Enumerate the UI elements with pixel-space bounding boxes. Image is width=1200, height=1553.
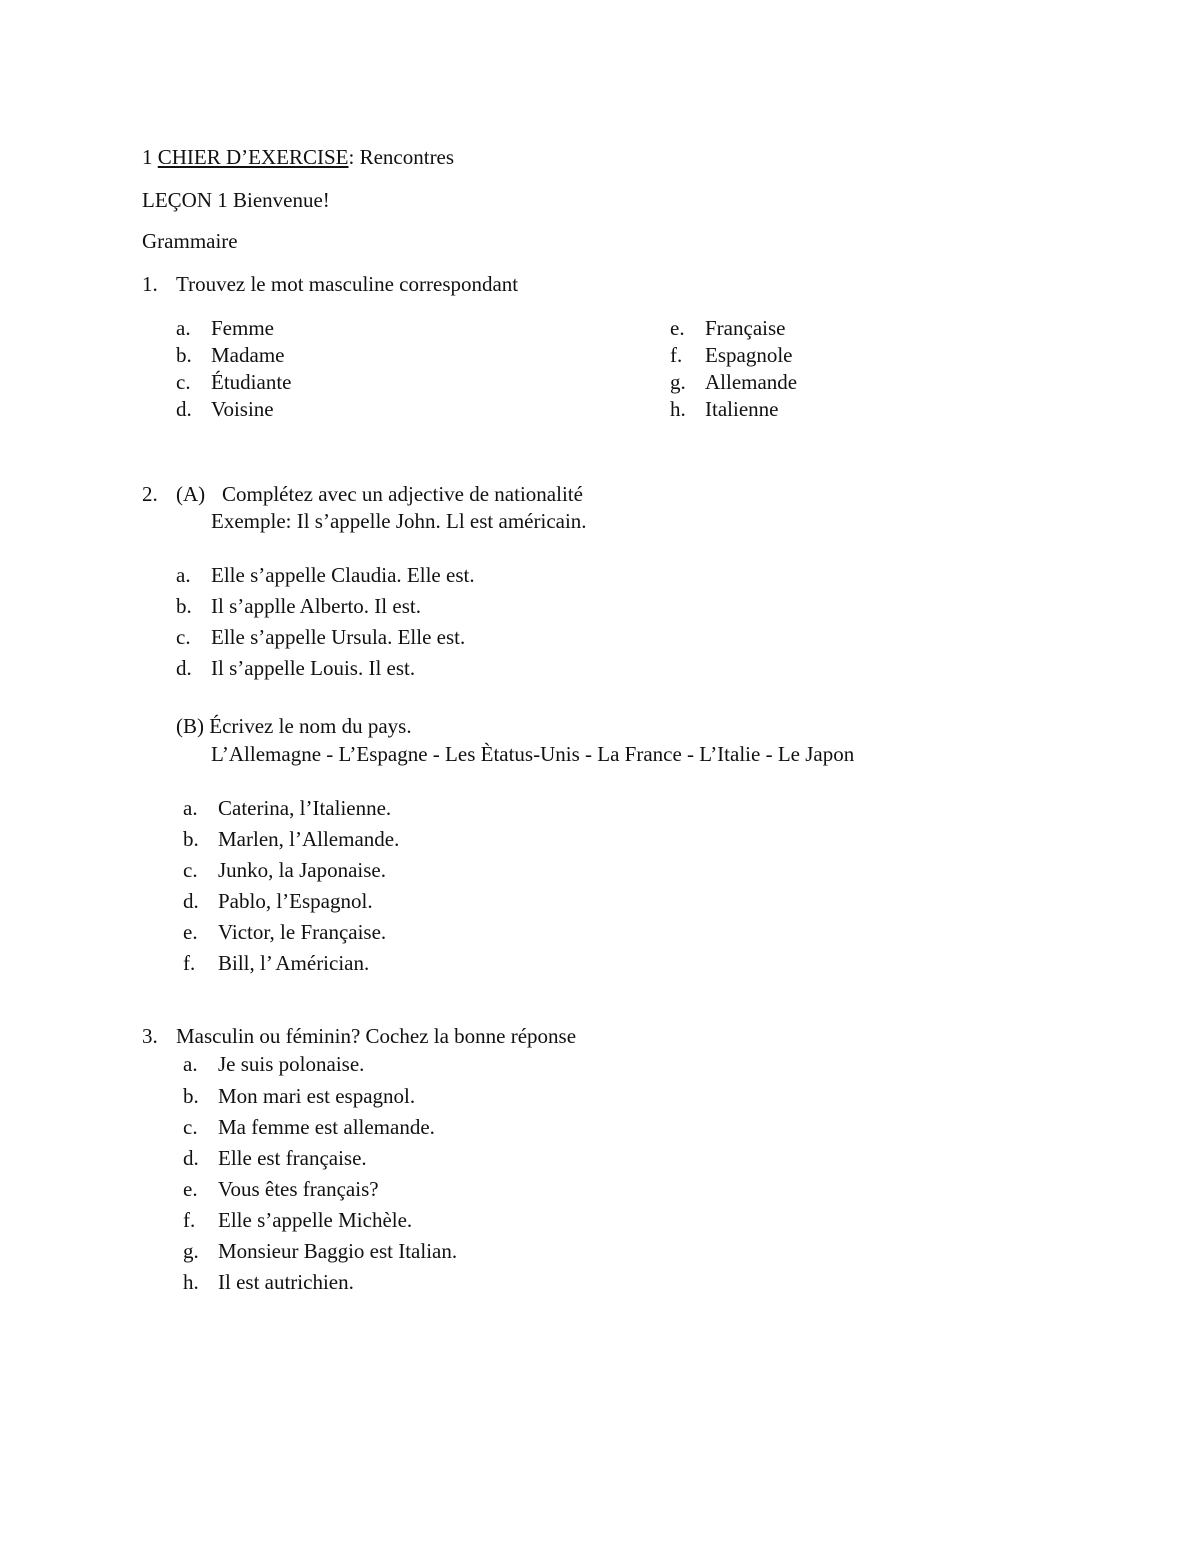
- q1-right-item-f: Espagnole: [705, 343, 793, 367]
- q2a-marker-a: a.: [176, 563, 191, 587]
- q2b-marker-b: b.: [183, 827, 199, 851]
- q3-marker-h: h.: [183, 1270, 199, 1294]
- q1-right-marker-h: h.: [670, 397, 686, 421]
- q1-left-item-d: Voisine: [211, 397, 274, 421]
- q2b-item-f: Bill, l’ Américian.: [218, 951, 370, 975]
- q2a-marker-c: c.: [176, 625, 191, 649]
- q3-number: 3.: [142, 1024, 158, 1048]
- q3-prompt: Masculin ou féminin? Cochez la bonne réponse: [176, 1024, 577, 1048]
- q3-marker-a: a.: [183, 1052, 198, 1076]
- q2a-marker-b: b.: [176, 594, 192, 618]
- q2a-item-d: Il s’appelle Louis. Il est.: [211, 656, 416, 680]
- q3-item-c: Ma femme est allemande.: [218, 1115, 435, 1139]
- q2b-item-e: Victor, le Française.: [218, 920, 387, 944]
- q2a-example: Exemple: Il s’appelle John. Ll est américain.: [211, 509, 587, 533]
- q1-left-marker-d: d.: [176, 397, 192, 421]
- q2b-countries: L’Allemagne - L’Espagne - Les Ètatus-Unis - La France - L’Italie - Le Japon: [211, 742, 855, 766]
- q2b-marker-a: a.: [183, 796, 198, 820]
- q2a-item-a: Elle s’appelle Claudia. Elle est.: [211, 563, 475, 587]
- q2b-marker-c: c.: [183, 858, 198, 882]
- q1-right-item-e: Française: [705, 316, 786, 340]
- q3-item-g: Monsieur Baggio est Italian.: [218, 1239, 458, 1263]
- q2b-prompt: (B) Écrivez le nom du pays.: [176, 714, 412, 738]
- q2b-item-d: Pablo, l’Espagnol.: [218, 889, 373, 913]
- q3-marker-c: c.: [183, 1115, 198, 1139]
- q2b-marker-d: d.: [183, 889, 199, 913]
- q2-number: 2.: [142, 482, 158, 506]
- title-rest: : Rencontres: [348, 145, 455, 169]
- q3-marker-e: e.: [183, 1177, 198, 1201]
- lesson-heading: LEÇON 1 Bienvenue!: [142, 188, 330, 212]
- q3-marker-g: g.: [183, 1239, 199, 1263]
- q2a-marker-d: d.: [176, 656, 192, 680]
- q3-item-f: Elle s’appelle Michèle.: [218, 1208, 413, 1232]
- q2b-item-b: Marlen, l’Allemande.: [218, 827, 400, 851]
- q3-item-a: Je suis polonaise.: [218, 1052, 365, 1076]
- q3-item-h: Il est autrichien.: [218, 1270, 354, 1294]
- q2a-prompt: Complétez avec un adjective de nationalité: [222, 482, 583, 506]
- q1-left-item-a: Femme: [211, 316, 274, 340]
- q3-marker-b: b.: [183, 1084, 199, 1108]
- q3-marker-d: d.: [183, 1146, 199, 1170]
- q2b-marker-f: f.: [183, 951, 196, 975]
- q1-right-item-h: Italienne: [705, 397, 779, 421]
- q2a-label: (A): [176, 482, 206, 506]
- q1-prompt: Trouvez le mot masculine correspondant: [176, 272, 519, 296]
- q1-right-marker-f: f.: [670, 343, 683, 367]
- q1-left-marker-a: a.: [176, 316, 191, 340]
- q1-right-marker-e: e.: [670, 316, 685, 340]
- title-number: 1: [142, 145, 153, 169]
- document-title: [142, 147, 454, 168]
- q2b-item-a: Caterina, l’Italienne.: [218, 796, 392, 820]
- q1-left-marker-c: c.: [176, 370, 191, 394]
- q3-item-b: Mon mari est espagnol.: [218, 1084, 416, 1108]
- q1-number: 1.: [142, 272, 158, 296]
- q1-left-item-c: Étudiante: [211, 370, 292, 394]
- title-underlined: CHIER D’EXERCISE: [157, 145, 349, 169]
- q1-left-item-b: Madame: [211, 343, 285, 367]
- q3-marker-f: f.: [183, 1208, 196, 1232]
- q2b-marker-e: e.: [183, 920, 198, 944]
- q3-item-d: Elle est française.: [218, 1146, 367, 1170]
- q3-item-e: Vous êtes français?: [218, 1177, 379, 1201]
- section-heading: Grammaire: [142, 229, 238, 253]
- q1-right-item-g: Allemande: [705, 370, 798, 394]
- q1-right-marker-g: g.: [670, 370, 686, 394]
- q1-left-marker-b: b.: [176, 343, 192, 367]
- q2a-item-b: Il s’applle Alberto. Il est.: [211, 594, 421, 618]
- q2b-item-c: Junko, la Japonaise.: [218, 858, 386, 882]
- q2a-item-c: Elle s’appelle Ursula. Elle est.: [211, 625, 466, 649]
